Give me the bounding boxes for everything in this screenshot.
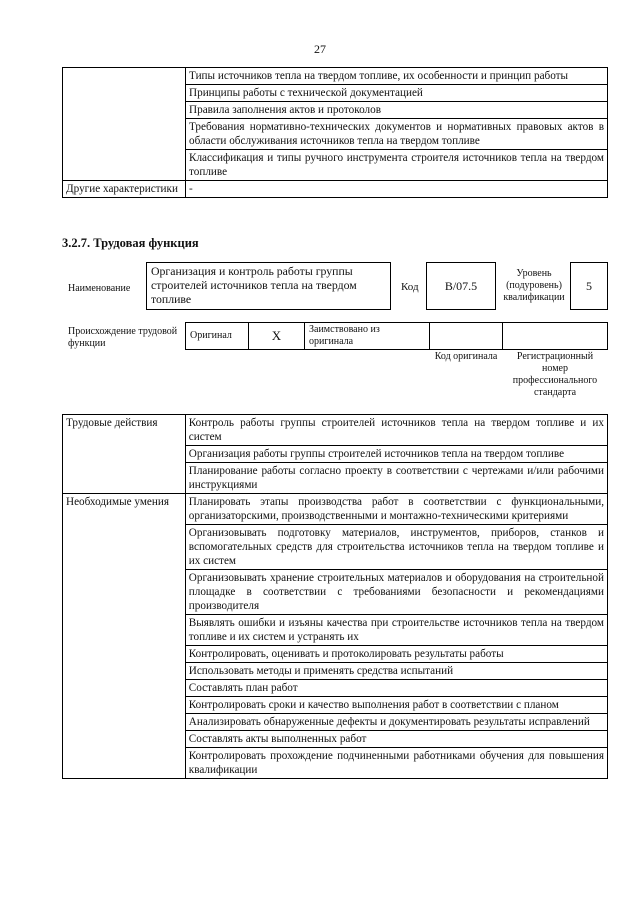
empty-label-cell	[63, 68, 186, 181]
knowledge-item: Правила заполнения актов и протоколов	[186, 102, 608, 119]
skill-item: Контролировать сроки и качество выполнения работ в соответствии с планом	[185, 697, 607, 714]
other-characteristics-value: -	[186, 181, 608, 198]
skill-item: Контролировать, оценивать и протоколировать результаты работы	[185, 646, 607, 663]
skill-item: Организовывать хранение строительных материалов и оборудования на строительной площадке в соответствии с требованиями безопасности и рекомендациями производителя	[185, 570, 607, 615]
code-original-cell	[429, 322, 503, 350]
section-title: 3.2.7. Трудовая функция	[62, 236, 199, 250]
skill-item: Составлять план работ	[185, 680, 607, 697]
original-mark: X	[248, 322, 305, 350]
origin-label: Происхождение трудовой функции	[68, 326, 178, 349]
skill-item: Контролировать прохождение подчиненными работниками обучения для повышения квалификации	[185, 748, 607, 779]
reg-number-cell	[502, 322, 608, 350]
knowledge-table	[62, 67, 608, 198]
labor-action: Организация работы группы строителей источников тепла на твердом топливе	[185, 446, 607, 463]
name-label: Наименование	[68, 283, 131, 294]
labor-action: Планирование работы согласно проекту в соответствии с чертежами и/или рабочими инструкциями	[185, 463, 607, 494]
level-value: 5	[570, 262, 608, 310]
code-label: Код	[401, 281, 419, 293]
code-original-label: Код оригинала	[434, 351, 498, 362]
labor-action: Контроль работы группы строителей источников тепла на твердом топливе и их систем	[185, 415, 607, 446]
borrowed-label: Заимствовано из оригинала	[304, 322, 430, 350]
skill-item: Использовать методы и применять средства испытаний	[185, 663, 607, 680]
knowledge-item: Типы источников тепла на твердом топливе, их особенности и принцип работы	[186, 68, 608, 85]
labor-actions-label: Трудовые действия	[63, 415, 186, 494]
page-number: 27	[314, 42, 326, 56]
knowledge-item: Принципы работы с технической документацией	[186, 85, 608, 102]
level-label: Уровень (подуровень) квалификации	[503, 268, 565, 303]
skill-item: Анализировать обнаруженные дефекты и документировать результаты исправлений	[185, 714, 607, 731]
skill-item: Организовывать подготовку материалов, инструментов, приборов, станков и вспомогательных средств для строительства источников тепла на твердом топливе и их систем	[185, 525, 607, 570]
required-skills-label: Необходимые умения	[63, 494, 186, 779]
other-characteristics-label: Другие характеристики	[63, 181, 186, 198]
reg-number-label: Регистрационный номер профессионального стандарта	[512, 351, 598, 398]
skill-item: Составлять акты выполненных работ	[185, 731, 607, 748]
knowledge-item: Требования нормативно-технических документов и нормативных правовых актов в области обслуживания источников тепла на твердом топливе	[186, 119, 608, 150]
function-table	[62, 414, 608, 779]
code-value: B/07.5	[426, 262, 496, 310]
original-label: Оригинал	[185, 322, 249, 350]
function-name: Организация и контроль работы группы строителей источников тепла на твердом топливе	[146, 262, 391, 310]
knowledge-item: Классификация и типы ручного инструмента строителя источников тепла на твердом топливе	[186, 150, 608, 181]
skill-item: Планировать этапы производства работ в соответствии с функциональными, организаторскими, производственными и монтажно-техническими критериями	[185, 494, 607, 525]
skill-item: Выявлять ошибки и изъяны качества при строительстве источников тепла на твердом топливе и их систем и устранять их	[185, 615, 607, 646]
